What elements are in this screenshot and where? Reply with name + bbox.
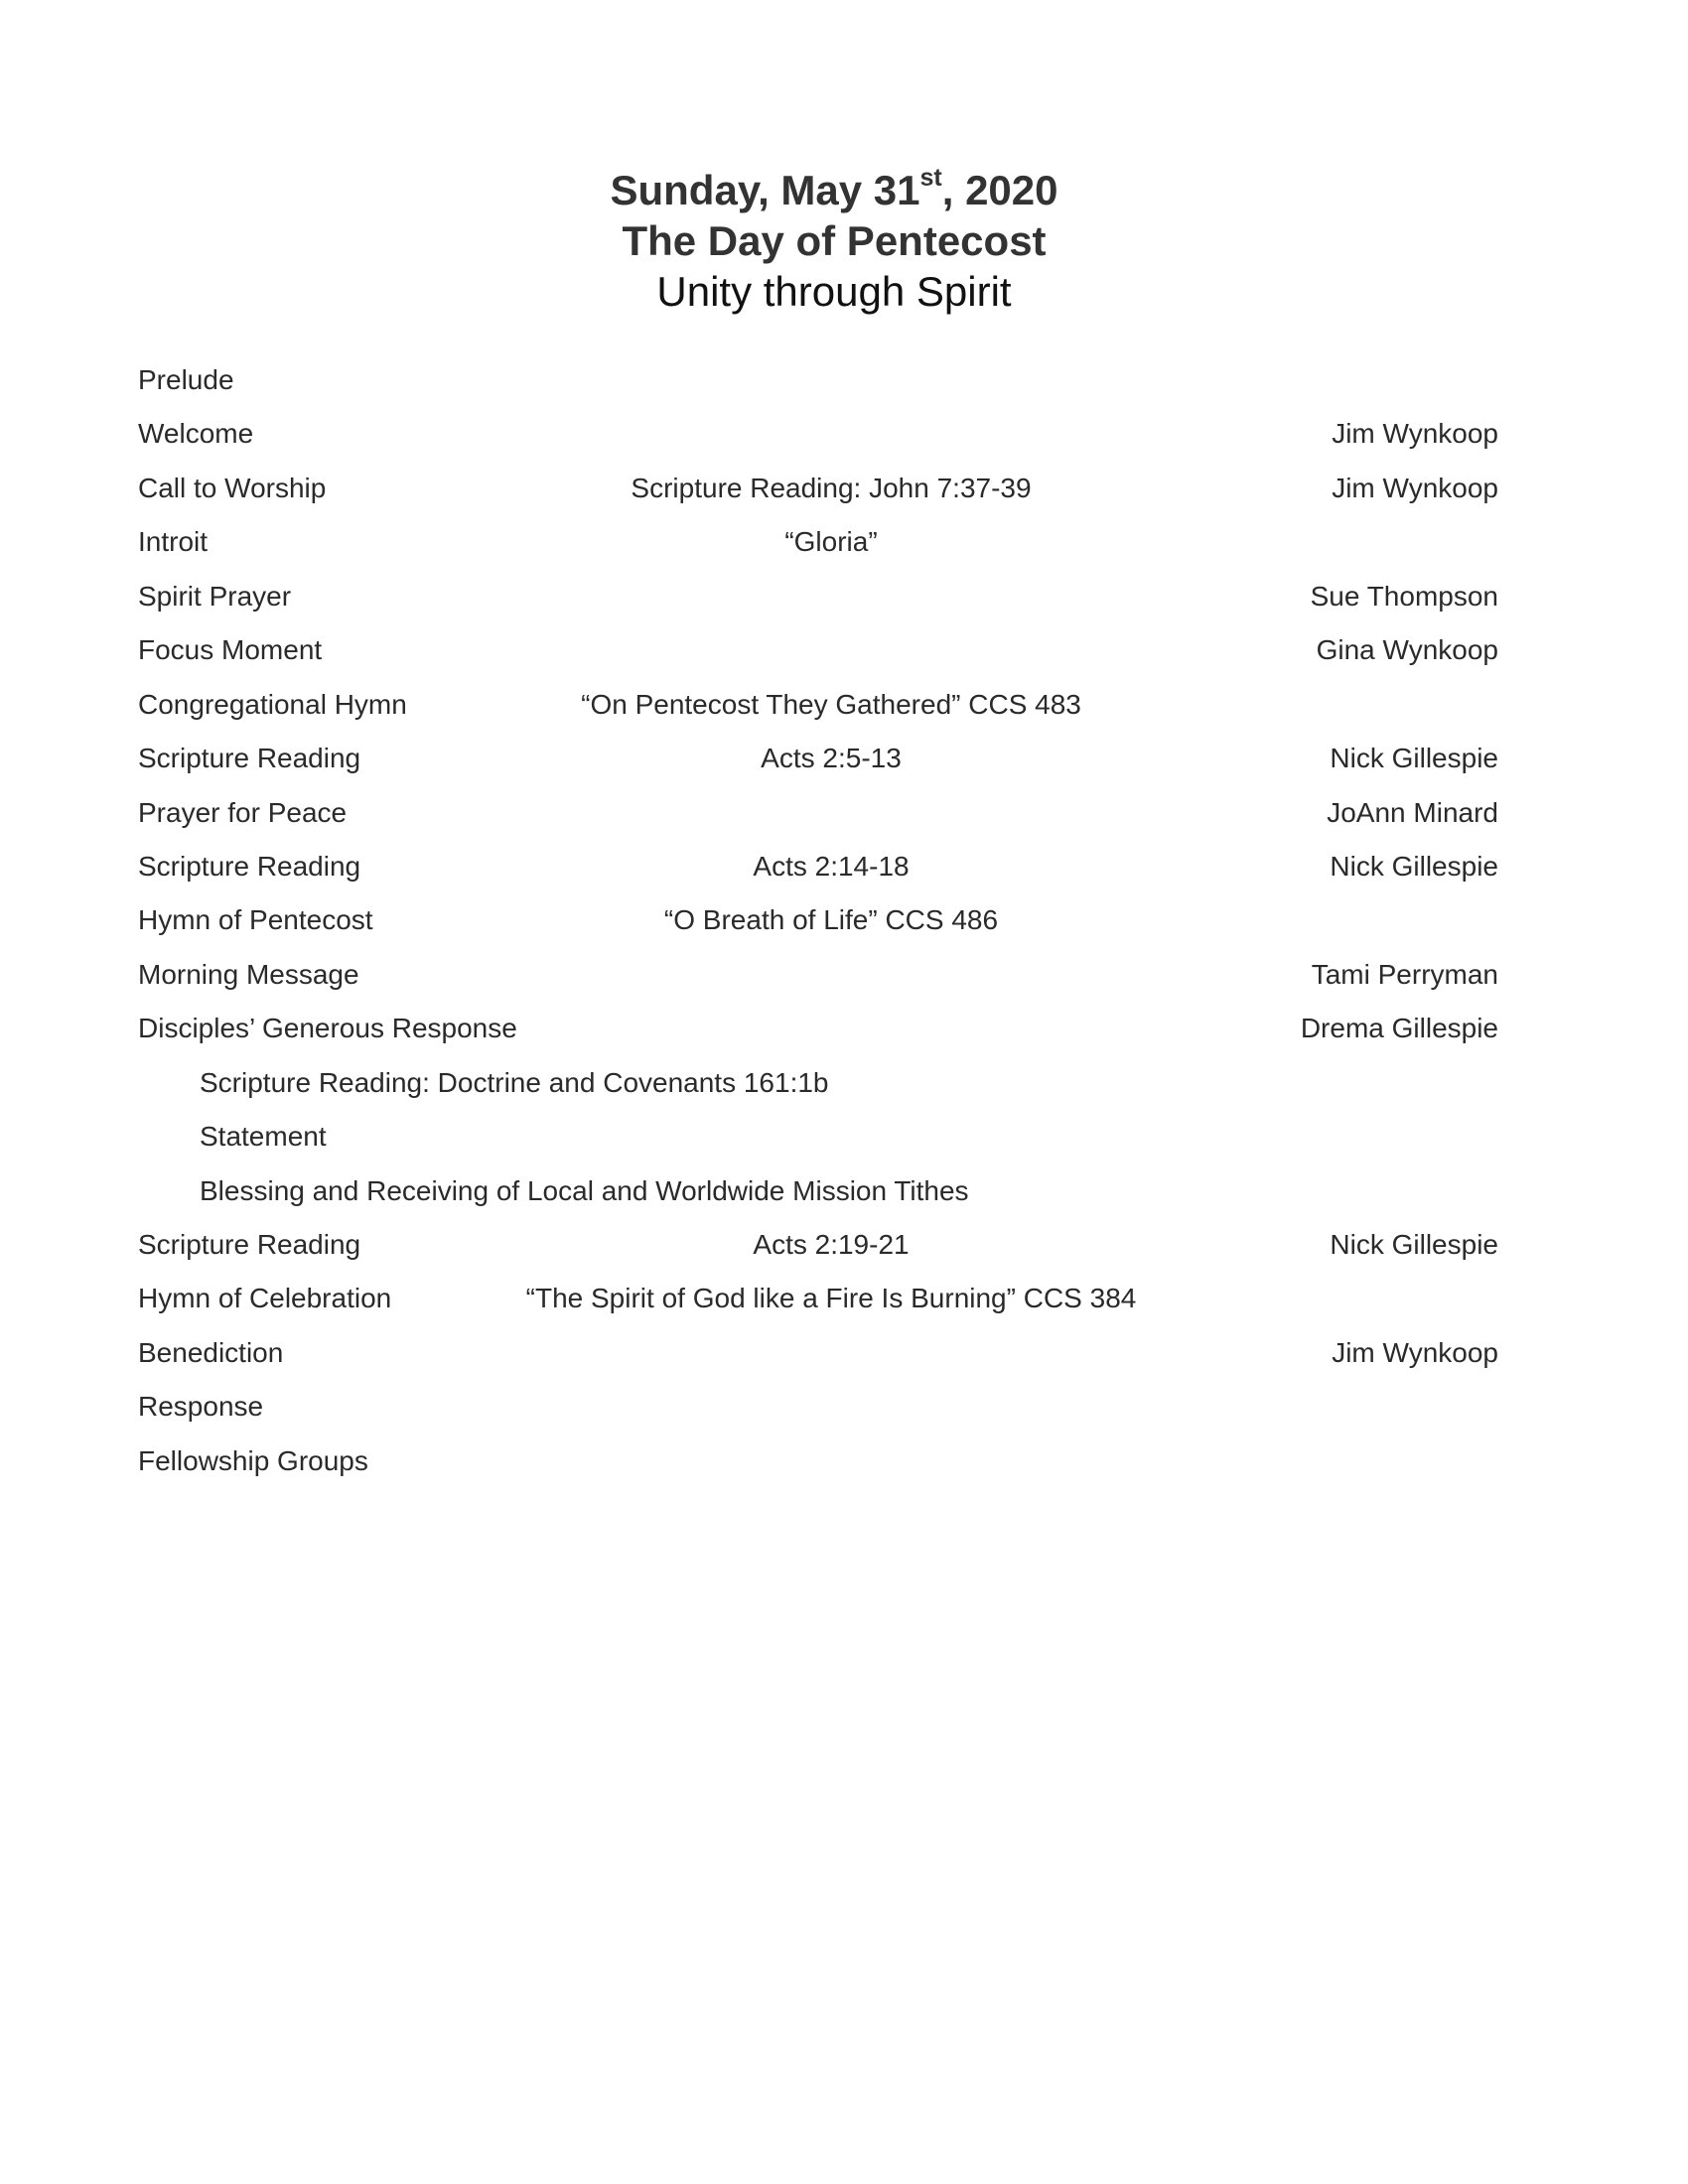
program-row xyxy=(138,791,1498,845)
service-date-year: , 2020 xyxy=(941,167,1058,213)
program-leader: Drema Gillespie xyxy=(1300,1013,1498,1044)
program-item: Prelude xyxy=(138,364,234,395)
program-detail: Acts 2:14-18 xyxy=(753,850,910,882)
program-item: Scripture Reading xyxy=(138,850,361,882)
program-row xyxy=(138,520,1498,574)
program-item: Blessing and Receiving of Local and Worldwide Mission Tithes xyxy=(200,1174,969,1206)
program-subitem xyxy=(138,1115,1498,1168)
program-row xyxy=(138,737,1498,790)
program-detail: “On Pentecost They Gathered” CCS 483 xyxy=(581,688,1081,720)
program-subitem xyxy=(138,1169,1498,1223)
program-row xyxy=(138,845,1498,898)
service-date-main: Sunday, May 31 xyxy=(610,167,920,213)
service-occasion: The Day of Pentecost xyxy=(622,217,1047,264)
program-row xyxy=(138,1385,1498,1438)
service-theme: Unity through Spirit xyxy=(656,268,1012,315)
program-detail: “The Spirit of God like a Fire Is Burning” CCS 384 xyxy=(525,1283,1137,1314)
program-row xyxy=(138,1277,1498,1330)
program-detail: “O Breath of Life” CCS 486 xyxy=(663,904,999,936)
service-date xyxy=(0,157,1668,215)
program-item: Hymn of Celebration xyxy=(138,1283,392,1314)
program-detail: Acts 2:19-21 xyxy=(753,1229,910,1260)
program-row xyxy=(138,412,1498,466)
program-row xyxy=(138,1223,1498,1277)
service-date-ordinal: st xyxy=(919,164,942,192)
program-item: Response xyxy=(138,1391,264,1423)
program-item: Introit xyxy=(138,526,209,558)
program-row xyxy=(138,1439,1498,1493)
program-row xyxy=(138,683,1498,737)
program-subitem xyxy=(138,1061,1498,1115)
program-leader: JoAnn Minard xyxy=(1327,796,1498,828)
program-leader: Nick Gillespie xyxy=(1330,1229,1498,1260)
program-leader: Nick Gillespie xyxy=(1330,743,1498,774)
program-leader: Jim Wynkoop xyxy=(1332,1336,1498,1368)
program-row xyxy=(138,1331,1498,1385)
program-row xyxy=(138,575,1498,628)
program-item: Welcome xyxy=(138,418,254,450)
program-leader: Gina Wynkoop xyxy=(1316,634,1498,666)
program-item: Call to Worship xyxy=(138,472,327,503)
program-item: Scripture Reading xyxy=(138,743,361,774)
program-leader: Jim Wynkoop xyxy=(1332,472,1498,503)
program-item: Scripture Reading xyxy=(138,1229,361,1260)
program-detail: Scripture Reading: John 7:37-39 xyxy=(631,472,1032,503)
program-row xyxy=(138,467,1498,520)
bulletin-header xyxy=(0,157,1668,317)
program-item: Prayer for Peace xyxy=(138,796,348,828)
program-row xyxy=(138,628,1498,682)
program-leader: Jim Wynkoop xyxy=(1332,418,1498,450)
program-item: Spirit Prayer xyxy=(138,580,292,612)
program-item: Scripture Reading: Doctrine and Covenants 161:1b xyxy=(200,1066,829,1098)
program-detail: Acts 2:5-13 xyxy=(761,743,902,774)
program-item: Morning Message xyxy=(138,958,359,990)
program-row xyxy=(138,1007,1498,1060)
program-item: Benediction xyxy=(138,1336,284,1368)
program-row xyxy=(138,358,1498,412)
program-item: Hymn of Pentecost xyxy=(138,904,373,936)
program-item: Congregational Hymn xyxy=(138,688,407,720)
program-item: Fellowship Groups xyxy=(138,1444,368,1476)
program-leader: Nick Gillespie xyxy=(1330,850,1498,882)
program-item: Statement xyxy=(200,1121,327,1153)
program-row xyxy=(138,898,1498,952)
program-item: Disciples’ Generous Response xyxy=(138,1013,517,1044)
program-leader: Tami Perryman xyxy=(1311,958,1498,990)
program-detail: “Gloria” xyxy=(784,526,878,558)
program-item: Focus Moment xyxy=(138,634,323,666)
program-leader: Sue Thompson xyxy=(1310,580,1498,612)
program-row xyxy=(138,953,1498,1007)
order-of-worship xyxy=(138,358,1498,1493)
